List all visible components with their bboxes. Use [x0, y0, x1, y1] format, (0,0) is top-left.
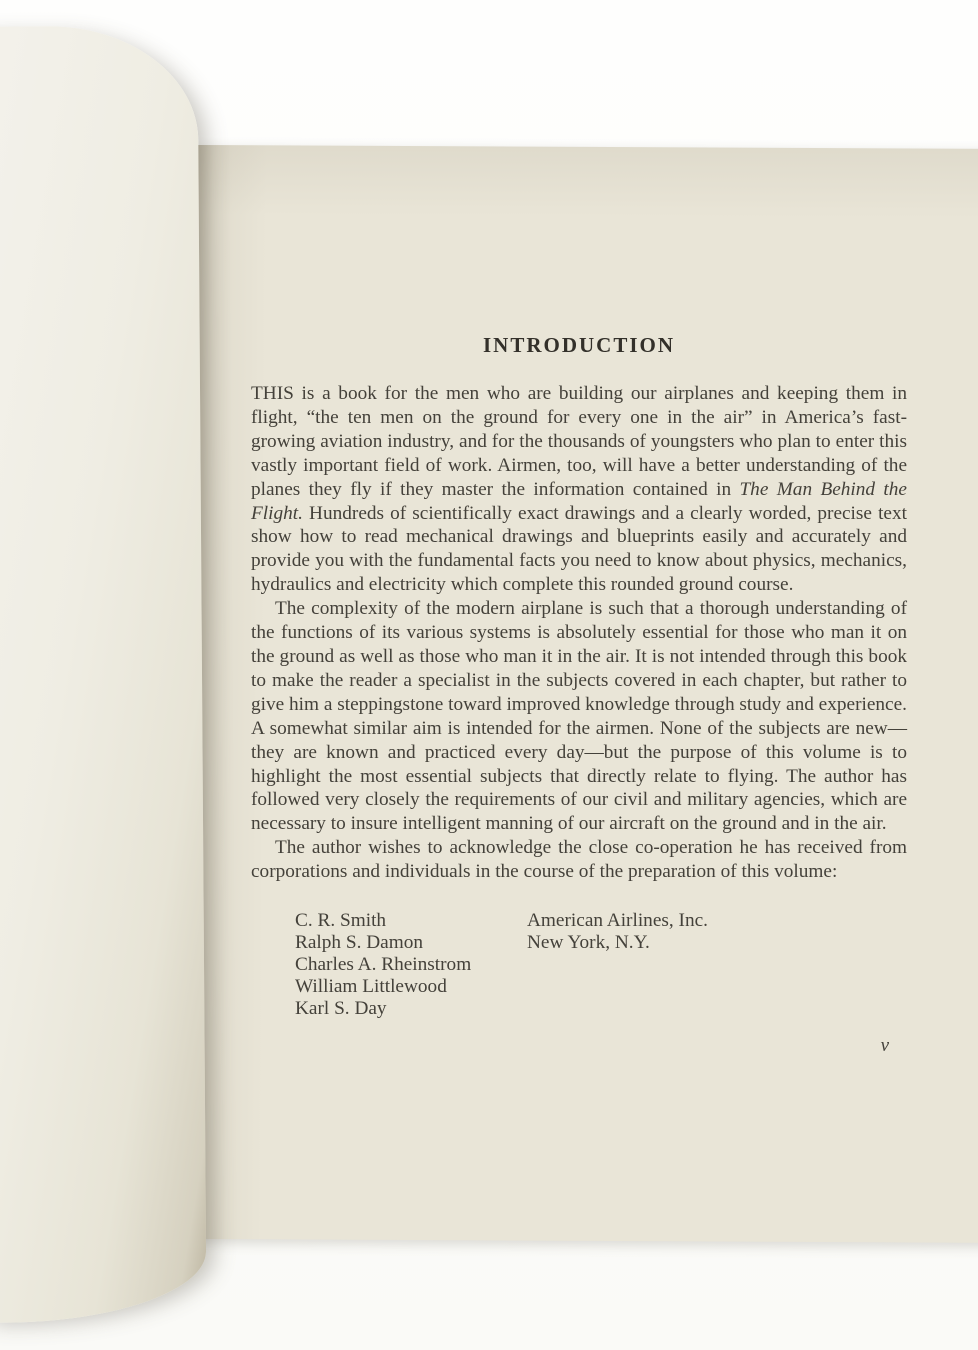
left-curled-page	[0, 25, 207, 1323]
intro-paragraph-3: The author wishes to acknowledge the close co-operation he has received from corporations and individuals in the course of the preparation of this volume:	[251, 837, 907, 883]
acknowledgement-affiliation	[527, 910, 708, 1020]
list-item: C. R. Smith	[295, 910, 387, 932]
paragraph-text: Hundreds of scientifically exact drawings and a clearly worded, precise text show how to read mechanical drawings and blueprints easily and accurately and provide you with the fundamental facts you need to know about physics, mechanics, hydraulics and electricity which complete this rounded ground course.	[251, 502, 907, 596]
intro-paragraph-2: The complexity of the modern airplane is such that a thorough understanding of the functions of its various systems is absolutely essential for those who man it on the ground as well as those who man it in the air. It is not intended through this book to make the reader a specialist in the subjects covered in each chapter, but rather to give him a steppingstone toward improved knowledge through study and experience. A somewhat similar aim is intended for the airmen. None of the subjects are new—they are known and practiced every day—but the purpose of this volume is to highlight the most essential subjects that directly relate to flying. The author has followed very closely the requirements of our civil and military agencies, which are necessary to insure intelligent manning of our aircraft on the ground and in the air.	[251, 598, 907, 835]
list-item: Ralph S. Damon	[295, 932, 424, 954]
book-title-italic: The Man Behind the Flight.	[251, 478, 907, 524]
intro-paragraph-1	[251, 382, 907, 597]
list-item: Charles A. Rheinstrom	[295, 954, 472, 976]
list-item: Karl S. Day	[295, 998, 387, 1020]
page-number: v	[880, 1035, 889, 1057]
acknowledgement-columns	[295, 910, 907, 1020]
list-item: New York, N.Y.	[527, 932, 650, 954]
list-item: William Littlewood	[295, 976, 447, 998]
list-item: American Airlines, Inc.	[527, 910, 708, 932]
paragraph-text: THIS is a book for the men who are building our airplanes and keeping them in flight, “the ten men on the ground for every one in the air” in America’s fast-growing aviation industry, and for the thousands of youngsters who plan to enter this vastly important field of work. Airmen, too, will have a better understanding of the planes they fly if they master the information contained in	[251, 383, 907, 500]
acknowledgement-names-list	[295, 910, 527, 1020]
page-title: INTRODUCTION	[482, 333, 676, 357]
page-content	[251, 332, 907, 1058]
